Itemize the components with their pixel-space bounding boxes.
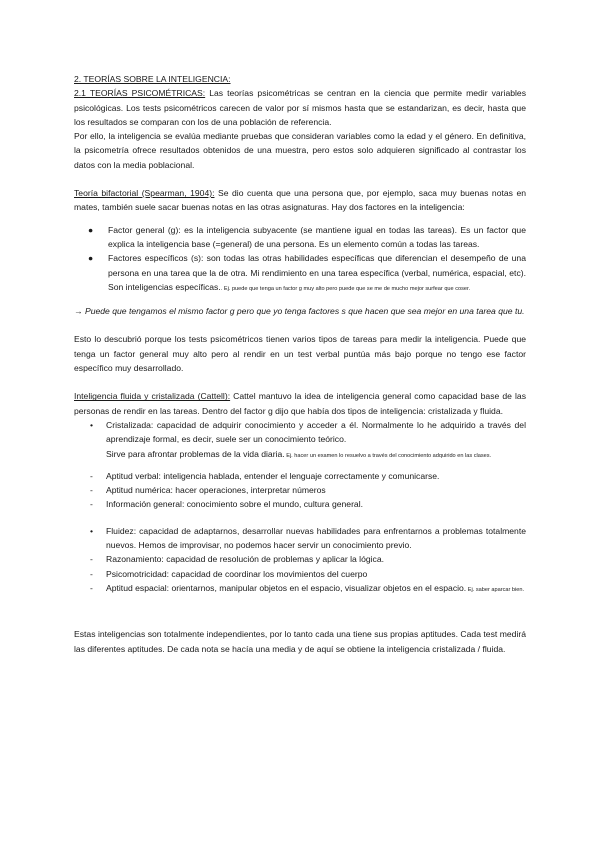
crystallized-note: Ej. hacer un examen lo resuelvo a través del conocimiento adquirido en las clases. [284,452,492,459]
factor-specific-text: Factores específicos (s): son todas las otras habilidades específicas que diferencian el desempeño de una persona en una tarea que la de otra. Mi rendimiento en una tarea específica (verbal, numérica, espacial, etc). Son inteligencias específicas. [108,253,526,292]
general-information: Información general: conocimiento sobre el mundo, cultura general. [106,499,364,510]
dash-icon: - [90,554,93,565]
list-item [74,483,526,497]
factor-specific-note: . Ej. puede que tenga un factor g muy alto pero puede que se me de mucho mejor surfear que coser. [220,285,471,292]
cattell-text: Cattel mantuvo la idea de inteligencia general como capacidad base de las personas de rendir en las tareas. Dentro del factor g dijo que había dos tipos de inteligencia: cristalizada y fluida. [74,391,526,416]
list-item [74,524,526,553]
list-item [74,223,526,252]
dash-icon: - [90,470,93,481]
crystallized-list [74,418,526,463]
spatial-aptitude-note: Ej. saber aparcar bien. [466,586,525,593]
bullet-icon: ● [88,224,94,235]
dash-icon: - [90,568,93,579]
aptitude-numeric: Aptitud numérica: hacer operaciones, interpretar números [106,485,326,496]
arrow-note: → Puede que tengamos el mismo factor g pero que yo tenga factores s que hacen que sea mejor en una tarea que tu. [74,306,525,317]
section-title-text: 2. TEORÍAS SOBRE LA INTELIGENCIA: [74,74,231,84]
psychometric-text: Las teorías psicométricas se centran en la ciencia que permite medir variables psicológicas. Los tests psicométricos carecen de valor por sí mismos hasta que se estandarizan, es decir, hasta que los resultados se comparan con los de una población de referencia. [74,88,526,127]
bifactorial-text: Se dio cuenta que una persona que, por ejemplo, saca muy buenas notas en mates, también suele sacar buenas notas en las otras asignaturas. Hay dos factores en la inteligencia: [74,188,527,213]
bullet-icon: • [90,525,94,536]
list-item [74,581,526,597]
bullet-icon: ● [88,253,94,264]
factor-general-text: Factor general (g): es la inteligencia subyacente (se mantiene igual en todas las tareas). Es un factor que explica la inteligencia base (=general) de una persona. Es un elemento común a todas las tareas. [108,224,526,249]
dash-icon: - [90,582,93,593]
bifactorial-explanation: Esto lo descubrió porque los tests psicométricos tienen varios tipos de tareas para medir la inteligencia. Puede que tenga un factor general muy alto pero al rendir en un test verbal puntúa más bajo porque no tengo ese factor específico muy desarrollado. [74,334,526,374]
crystallized-aptitudes [74,469,526,512]
cattell-paragraph [74,389,526,418]
psychometric-subtitle: 2.1 TEORÍAS PSICOMÉTRICAS: [74,88,206,99]
bifactorial-title: Teoría bifactorial (Spearman, 1904): [74,188,215,199]
list-item [74,469,526,483]
bifactorial-paragraph [74,186,526,215]
list-item [74,567,526,581]
spatial-aptitude-text: Aptitud espacial: orientarnos, manipular objetos en el espacio, visualizar objetos en el espacio. [106,582,467,593]
reasoning-text: Razonamiento: capacidad de resolución de problemas y aplicar la lógica. [106,554,385,565]
cattell-title: Inteligencia fluida y cristalizada (Cattell): [74,391,231,402]
closing-paragraph: Estas inteligencias son totalmente independientes, por lo tanto cada una tiene sus propias aptitudes. Cada test medirá las diferentes aptitudes. De cada nota se hacía una media y de aquí se obtiene la inteligencia cristalizada / fluida. [74,629,526,654]
fluid-list [74,524,526,597]
list-item [74,552,526,566]
factor-list [74,223,526,296]
list-item [74,497,526,511]
list-item [74,418,526,463]
section-title [74,72,526,86]
psychometric-paragraph-2: Por ello, la inteligencia se evalúa mediante pruebas que consideran variables como la edad y el género. En definitiva, la psicometría ofrece resultados obtenidos de una muestra, pero estos solo adquieren significado al contrastar los datos con la media poblacional. [74,131,526,170]
psychomotor-text: Psicomotricidad: capacidad de coordinar los movimientos del cuerpo [106,568,368,579]
fluid-text: Fluidez: capacidad de adaptarnos, desarrollar nuevas habilidades para enfrentarnos a problemas totalmente nuevos. Hemos de improvisar, no podemos hacer servir un conocimiento previo. [106,525,526,551]
list-item [74,251,526,296]
bullet-icon: • [90,419,94,430]
psychometric-paragraph [74,86,526,129]
crystallized-text-2: Sirve para afrontar problemas de la vida diaria. [106,448,285,459]
aptitude-verbal: Aptitud verbal: inteligencia hablada, entender el lenguaje correctamente y comunicarse. [106,470,440,481]
dash-icon: - [90,499,93,510]
crystallized-text: Cristalizada: capacidad de adquirir conocimiento y acceder a él. Normalmente lo he adquirido a través del aprendizaje formal, es decir, suele ser un conocimiento teórico. [106,419,526,445]
dash-icon: - [90,485,93,496]
